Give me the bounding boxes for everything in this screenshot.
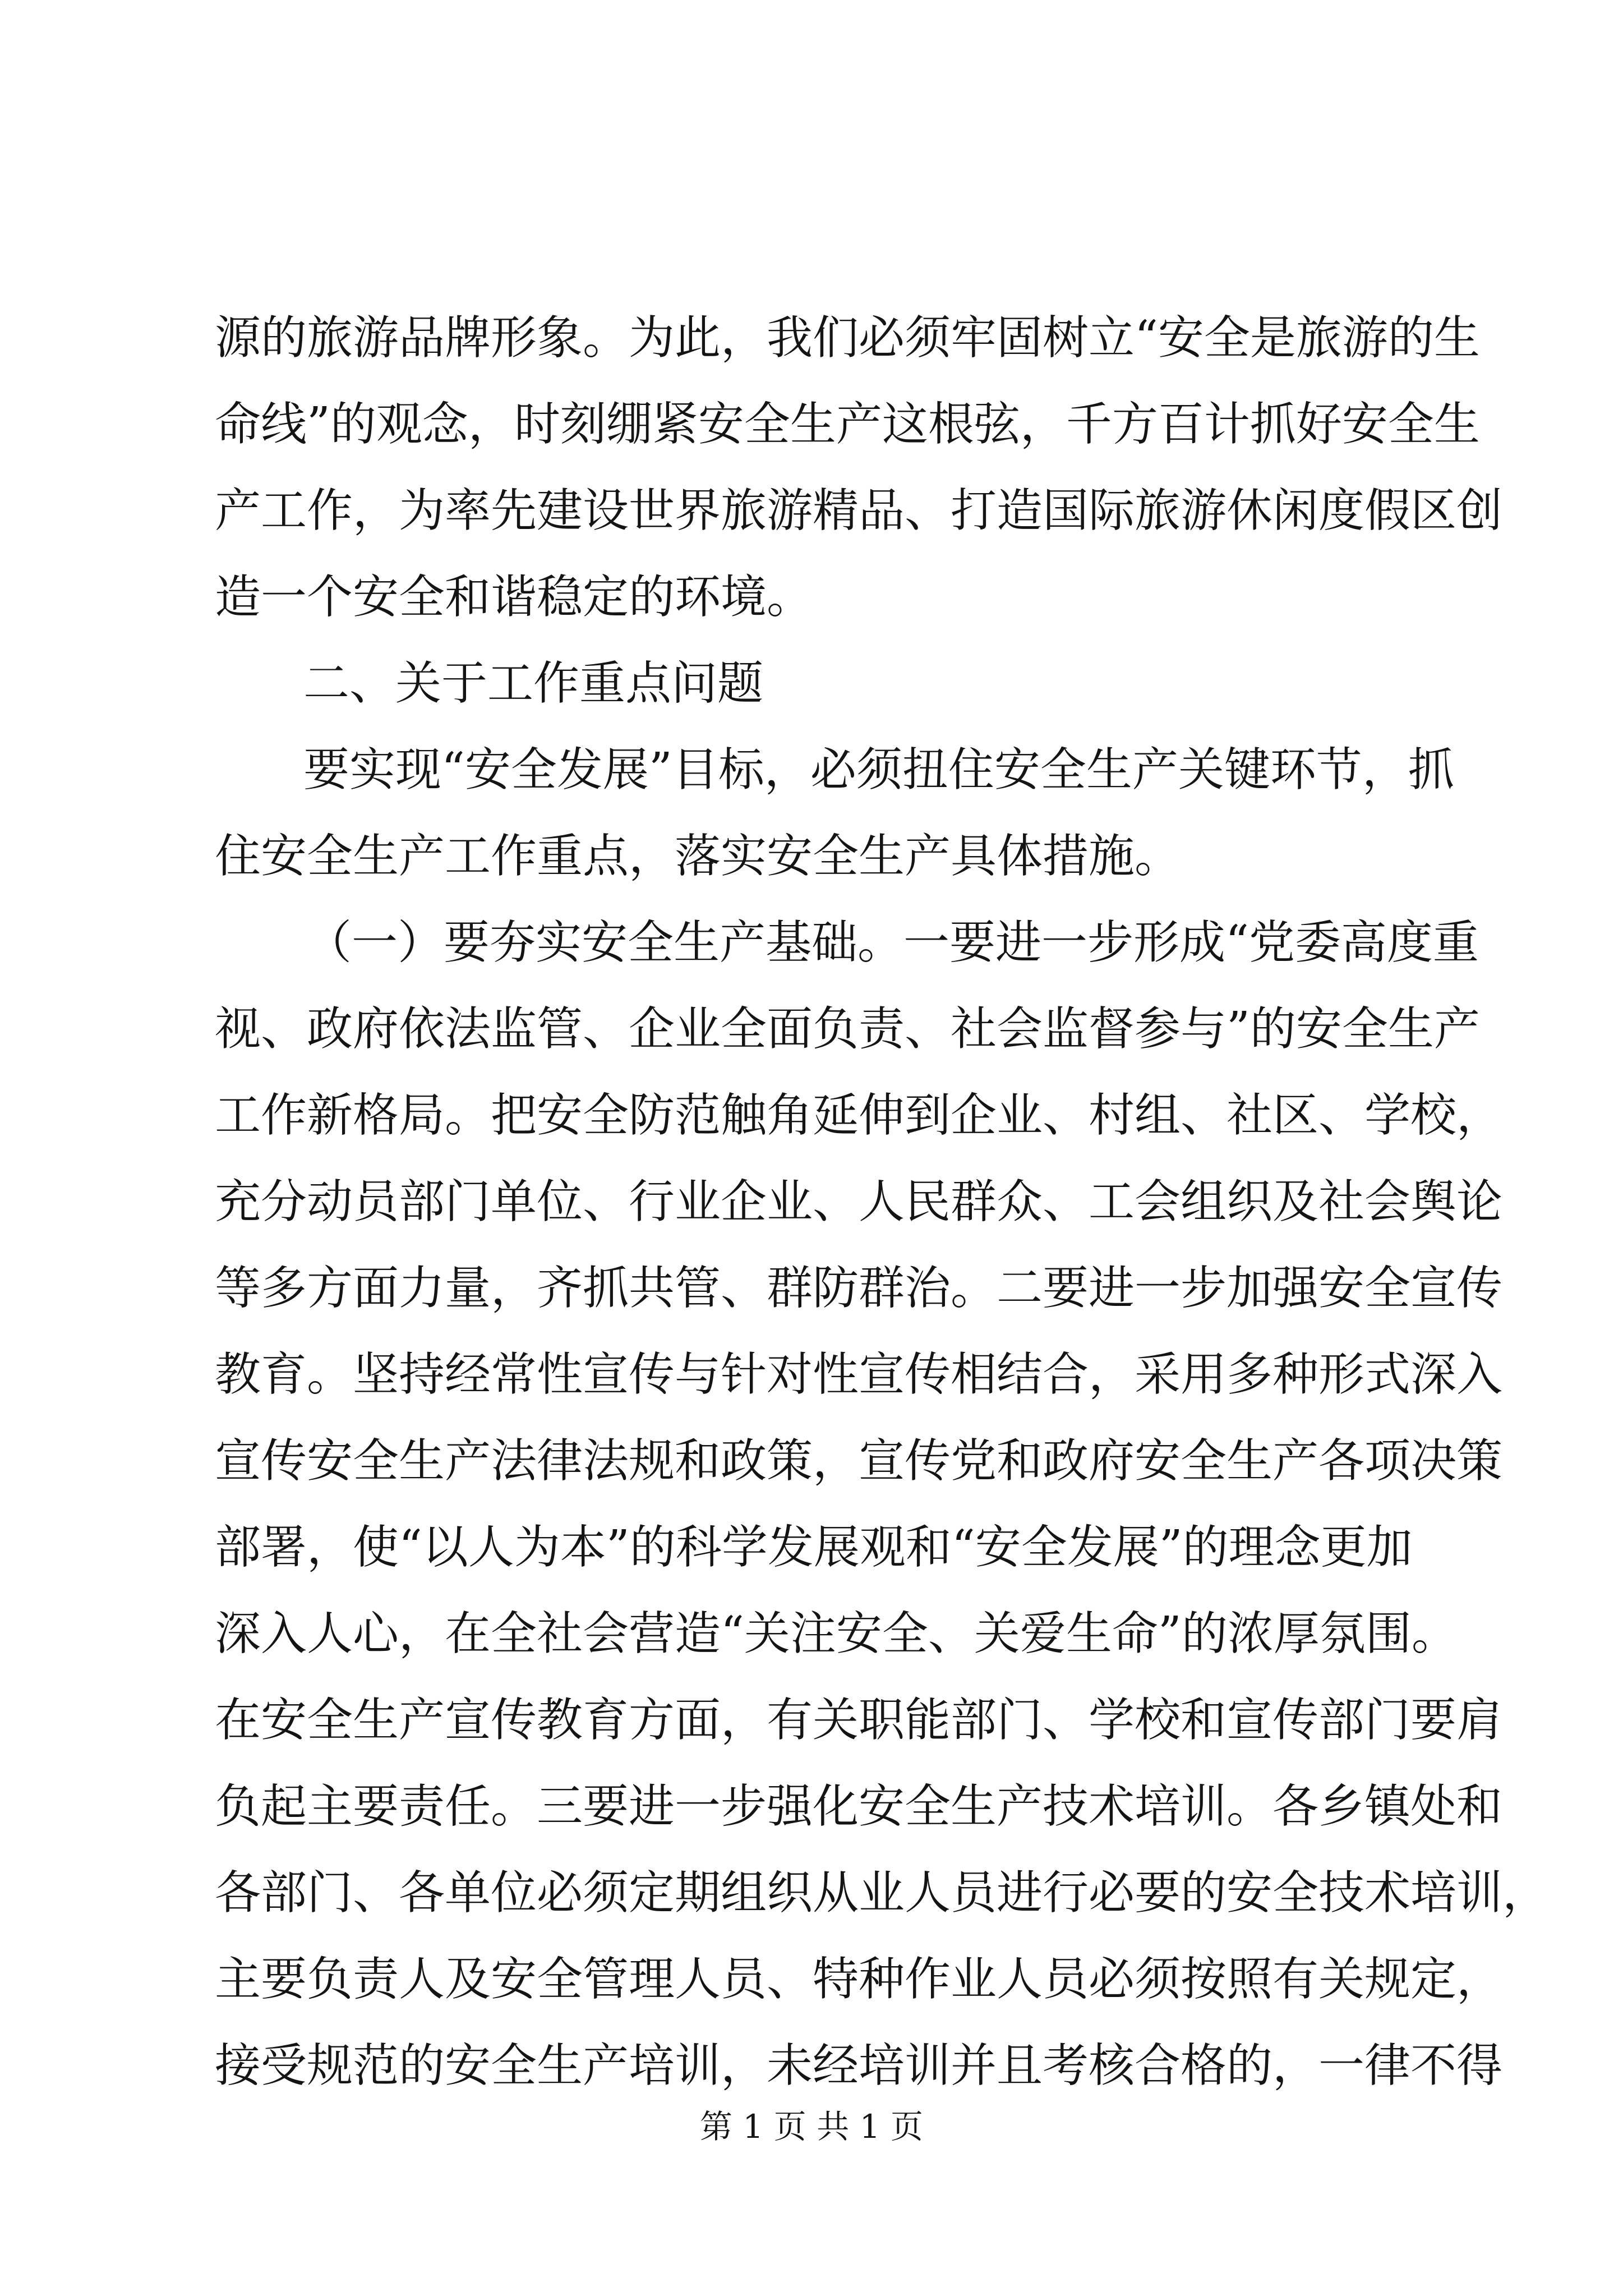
text-line: 宣传安全生产法律法规和政策，宣传党和政府安全生产各项决策: [215, 1434, 1503, 1488]
section-heading: 二、关于工作重点问题: [303, 657, 764, 710]
text-line: 各部门、各单位必须定期组织从业人员进行必要的安全技术培训，: [215, 1866, 1549, 1920]
text-line: 在安全生产宣传教育方面，有关职能部门、学校和宣传部门要肩: [215, 1694, 1503, 1747]
text-line: 源的旅游品牌形象。为此，我们必须牢固树立“安全是旅游的生: [215, 311, 1480, 365]
text-line: 接受规范的安全生产培训，未经培训并且考核合格的，一律不得: [215, 2039, 1503, 2092]
text-line: 负起主要责任。三要进一步强化安全生产技术培训。各乡镇处和: [215, 1780, 1503, 1833]
text-line: 等多方面力量，齐抓共管、群防群治。二要进一步加强安全宣传: [215, 1262, 1503, 1315]
text-line: 充分动员部门单位、行业企业、人民群众、工会组织及社会舆论: [215, 1175, 1503, 1228]
text-line: 主要负责人及安全管理人员、特种作业人员必须按照有关规定，: [215, 1953, 1503, 2006]
text-line: 命线”的观念，时刻绷紧安全生产这根弦，千方百计抓好安全生: [215, 398, 1480, 451]
text-line: 视、政府依法监管、企业全面负责、社会监督参与”的安全生产: [215, 1002, 1480, 1056]
text-line: 深入人心，在全社会营造“关注安全、关爱生命”的浓厚氛围。: [215, 1607, 1458, 1660]
page-footer: 第 1 页 共 1 页: [700, 2108, 923, 2146]
subsection-heading-line: （一）要夯实安全生产基础。一要进一步形成“党委高度重: [306, 916, 1479, 969]
text-line: 要实现“安全发展”目标，必须扭住安全生产关键环节，抓: [303, 743, 1454, 797]
text-line: 部署，使“以人为本”的科学发展观和“安全发展”的理念更加: [215, 1521, 1413, 1574]
text-line: 教育。坚持经常性宣传与针对性宣传相结合，采用多种形式深入: [215, 1348, 1503, 1401]
text-line: 产工作，为率先建设世界旅游精品、打造国际旅游休闲度假区创: [215, 484, 1503, 537]
text-line: 造一个安全和谐稳定的环境。: [215, 570, 813, 624]
text-line: 住安全生产工作重点，落实安全生产具体措施。: [215, 830, 1181, 883]
text-line: 工作新格局。把安全防范触角延伸到企业、村组、社区、学校，: [215, 1089, 1503, 1142]
